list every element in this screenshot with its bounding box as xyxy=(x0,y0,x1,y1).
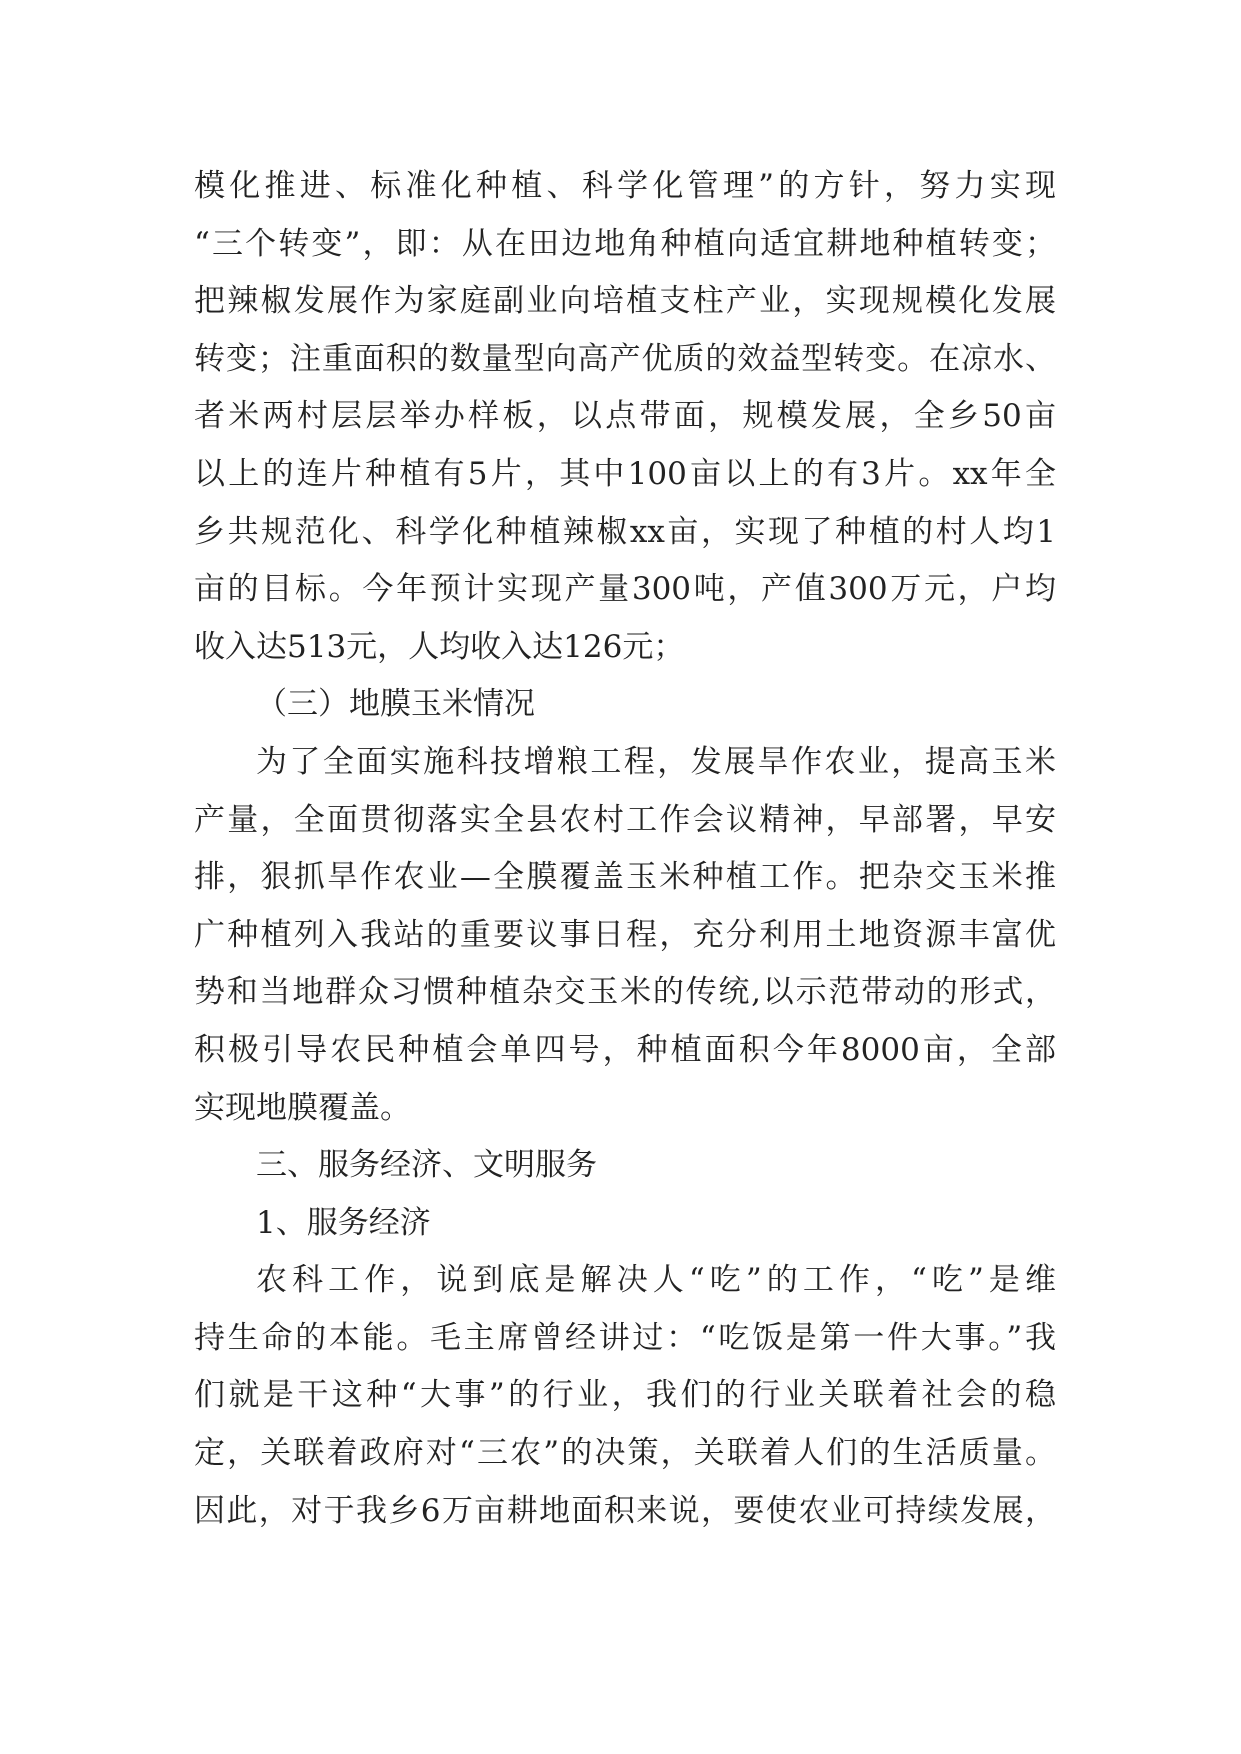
text-line: 收入达513元，人均收入达126元； xyxy=(194,628,685,665)
text-line: 者米两村层层举办样板，以点带面，规模发展，全乡50亩 xyxy=(194,398,1056,435)
text-line: 亩的目标。今年预计实现产量300吨，产值300万元，户均 xyxy=(194,571,1056,608)
text-line: 因此，对于我乡6万亩耕地面积来说，要使农业可持续发展， xyxy=(194,1492,1056,1529)
text-line: 势和当地群众习惯种植杂交玉米的传统,以示范带动的形式， xyxy=(194,974,1056,1011)
text-line: 乡共规范化、科学化种植辣椒xx亩，实现了种植的村人均1 xyxy=(194,513,1056,550)
text-line: “三个转变”，即：从在田边地角种植向适宜耕地种植转变； xyxy=(194,225,1056,262)
document-body xyxy=(194,158,1056,1540)
section-heading: （三）地膜玉米情况 xyxy=(256,686,535,723)
text-line: 们就是干这种“大事”的行业，我们的行业关联着社会的稳 xyxy=(194,1377,1056,1414)
paragraph-first-line: 农科工作，说到底是解决人“吃”的工作，“吃”是维 xyxy=(256,1262,1056,1299)
text-line: 排，狠抓旱作农业—全膜覆盖玉米种植工作。把杂交玉米推 xyxy=(194,859,1056,896)
text-line: 积极引导农民种植会单四号，种植面积今年8000亩，全部 xyxy=(194,1031,1056,1068)
text-line: 广种植列入我站的重要议事日程，充分利用土地资源丰富优 xyxy=(194,916,1056,953)
subsection-heading: 1、服务经济 xyxy=(256,1204,431,1241)
text-line: 持生命的本能。毛主席曾经讲过：“吃饭是第一件大事。”我 xyxy=(194,1319,1056,1356)
text-line: 把辣椒发展作为家庭副业向培植支柱产业，实现规模化发展 xyxy=(194,283,1056,320)
text-line: 转变；注重面积的数量型向高产优质的效益型转变。在凉水、 xyxy=(194,340,1056,377)
paragraph-first-line: 为了全面实施科技增粮工程，发展旱作农业，提高玉米 xyxy=(256,743,1056,780)
text-line: 定，关联着政府对“三农”的决策，关联着人们的生活质量。 xyxy=(194,1435,1056,1472)
text-line: 实现地膜覆盖。 xyxy=(194,1089,411,1126)
text-line: 模化推进、标准化种植、科学化管理”的方针，努力实现 xyxy=(194,168,1056,204)
section-heading: 三、服务经济、文明服务 xyxy=(256,1147,597,1184)
text-line: 以上的连片种植有5片，其中100亩以上的有3片。xx年全 xyxy=(194,455,1056,492)
text-line: 产量，全面贯彻落实全县农村工作会议精神，早部署，早安 xyxy=(194,801,1056,838)
